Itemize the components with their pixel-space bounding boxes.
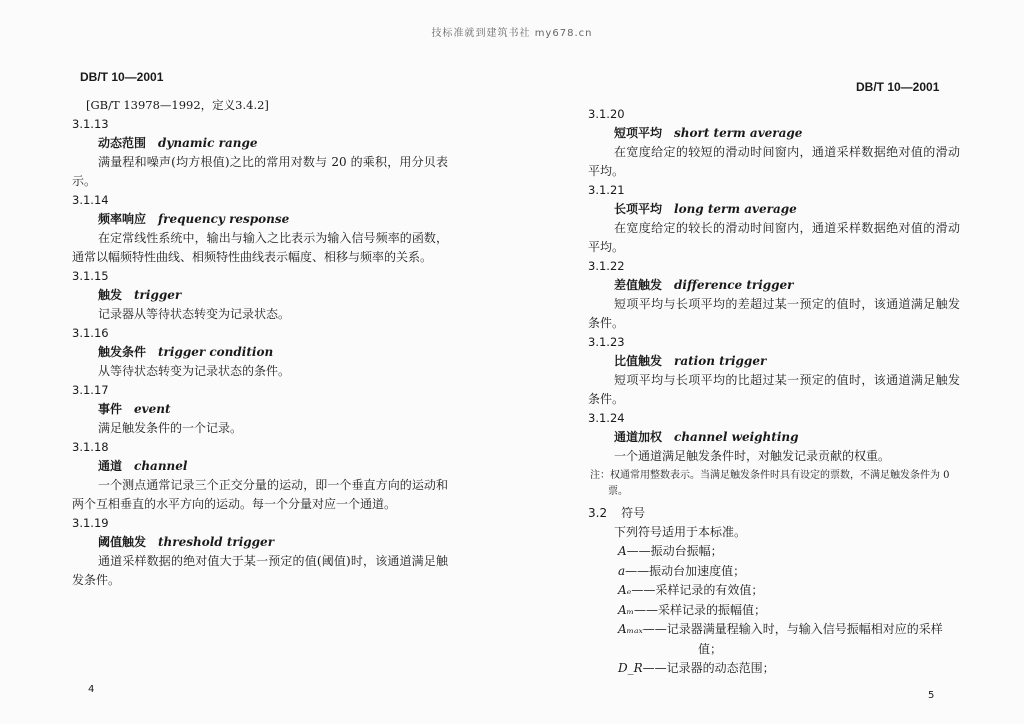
term-heading	[588, 124, 960, 143]
term-heading	[588, 428, 960, 447]
right-page-number: 5	[928, 690, 935, 701]
term-definition: 短项平均与长项平均的比超过某一预定的值时，该通道满足触发条件。	[588, 373, 960, 406]
term-chinese: 通道加权	[614, 430, 663, 444]
term-chinese: 触发	[98, 288, 123, 302]
left-page	[72, 96, 448, 590]
term-chinese: 通道	[98, 459, 123, 473]
symbol-description: ——记录器满量程输入时，与输入信号振幅相对应的采样	[642, 622, 943, 636]
symbol-description: ——振动台加速度值；	[625, 563, 746, 578]
symbol-row	[588, 542, 960, 562]
symbol: a	[618, 563, 626, 578]
symbol: D_R	[618, 661, 643, 675]
term-definition: 在定常线性系统中，输出与输入之比表示为输入信号频率的函数，通常以幅频特性曲线、相频特性曲线表示幅度、相移与频率的关系。	[72, 231, 448, 264]
clause-number: 3.1.13	[72, 117, 109, 131]
term-chinese: 频率响应	[98, 212, 147, 226]
note: 注：权通常用整数表示。当满足触发条件时具有设定的票数，不满足触发条件为 0 票。	[590, 470, 950, 497]
term-definition: 满足触发条件的一个记录。	[98, 421, 243, 435]
term-definition: 记录器从等待状态转变为记录状态。	[98, 307, 291, 321]
symbol: A	[618, 544, 627, 558]
clause-number: 3.1.24	[588, 411, 625, 425]
term-entry	[72, 324, 448, 381]
term-english: threshold trigger	[158, 535, 275, 549]
term-chinese: 阈值触发	[98, 535, 147, 549]
right-page-header: DB/T 10—2001	[856, 80, 940, 94]
term-entry	[72, 438, 448, 514]
term-entry	[588, 333, 960, 409]
left-entry-list	[72, 115, 448, 590]
term-heading	[72, 400, 448, 419]
term-heading	[72, 533, 448, 552]
term-chinese: 动态范围	[98, 136, 147, 150]
symbol-description: ——采样记录的振幅值；	[634, 602, 767, 617]
term-definition: 通道采样数据的绝对值大于某一预定的值(阈值)时，该通道满足触发条件。	[72, 554, 448, 587]
right-page	[588, 105, 960, 679]
term-entry	[588, 257, 960, 333]
term-heading	[588, 200, 960, 219]
clause-number: 3.1.17	[72, 383, 109, 397]
term-english: channel	[134, 459, 188, 473]
term-definition: 在宽度给定的较长的滑动时间窗内，通道采样数据绝对值的滑动平均。	[588, 221, 960, 254]
term-entry	[72, 514, 448, 590]
term-heading	[72, 210, 448, 229]
term-heading	[72, 134, 448, 153]
term-definition: 满量程和噪声(均方根值)之比的常用对数与 20 的乘积，用分贝表示。	[72, 155, 448, 188]
term-entry	[588, 409, 960, 466]
term-chinese: 触发条件	[98, 345, 147, 359]
term-english: trigger condition	[158, 345, 274, 359]
symbol-row	[588, 581, 960, 601]
term-english: dynamic range	[158, 136, 258, 150]
term-definition: 一个通道满足触发条件时，对触发记录贡献的权重。	[614, 449, 891, 463]
term-entry	[72, 191, 448, 267]
term-english: short term average	[674, 126, 803, 140]
term-definition: 从等待状态转变为记录状态的条件。	[98, 364, 291, 378]
symbol-row	[588, 659, 960, 679]
clause-number: 3.1.22	[588, 259, 625, 273]
clause-number: 3.1.19	[72, 516, 109, 530]
term-definition: 一个测点通常记录三个正交分量的运动，即一个垂直方向的运动和两个互相垂直的水平方向的运动。每一个分量对应一个通道。	[72, 478, 448, 511]
clause-number: 3.1.16	[72, 326, 109, 340]
term-english: event	[134, 402, 171, 416]
term-chinese: 比值触发	[614, 354, 663, 368]
symbol: Aₑ	[618, 583, 632, 597]
term-english: trigger	[134, 288, 182, 302]
clause-number: 3.1.15	[72, 269, 109, 283]
term-entry	[588, 105, 960, 181]
term-entry	[72, 115, 448, 191]
symbol-description: ——振动台振幅；	[626, 544, 723, 558]
term-definition: 在宽度给定的较短的滑动时间窗内，通道采样数据绝对值的滑动平均。	[588, 145, 960, 178]
term-definition: 短项平均与长项平均的差超过某一预定的值时，该通道满足触发条件。	[588, 297, 960, 330]
section-number: 3.2	[588, 506, 608, 520]
term-english: channel weighting	[674, 430, 799, 444]
symbol: Aₘ	[618, 602, 635, 617]
term-entry	[588, 181, 960, 257]
symbol-description: ——采样记录的有效值；	[631, 583, 764, 597]
reference-citation: [GB/T 13978—1992，定义3.4.2]	[86, 98, 269, 112]
left-page-number: 4	[88, 684, 95, 695]
symbol-description-cont: 值；	[698, 641, 723, 656]
clause-number: 3.1.14	[72, 193, 109, 207]
term-heading	[588, 276, 960, 295]
term-chinese: 差值触发	[614, 278, 663, 292]
clause-number: 3.1.18	[72, 440, 109, 454]
symbol-row	[588, 562, 960, 582]
section-title: 符号	[621, 506, 646, 520]
term-heading	[72, 286, 448, 305]
symbol-description: ——记录器的动态范围；	[642, 661, 775, 675]
watermark: 技标准就到建筑书社 my678.cn	[431, 28, 593, 39]
term-heading	[72, 343, 448, 362]
symbol-row	[588, 620, 960, 640]
symbol-row-continuation	[588, 640, 960, 660]
term-chinese: 短项平均	[614, 126, 663, 140]
symbol: Aₘₐₓ	[618, 622, 643, 636]
term-entry	[72, 267, 448, 324]
right-entry-list	[588, 105, 960, 466]
section-intro: 下列符号适用于本标准。	[614, 525, 747, 539]
symbol-row	[588, 601, 960, 621]
term-english: long term average	[674, 202, 797, 216]
term-chinese: 长项平均	[614, 202, 663, 216]
term-english: frequency response	[158, 212, 290, 226]
clause-number: 3.1.21	[588, 183, 625, 197]
term-english: difference trigger	[674, 278, 794, 292]
term-entry	[72, 381, 448, 438]
term-heading	[72, 457, 448, 476]
term-chinese: 事件	[98, 402, 123, 416]
symbol-list	[588, 542, 960, 679]
term-heading	[588, 352, 960, 371]
left-page-header: DB/T 10—2001	[80, 70, 164, 84]
clause-number: 3.1.23	[588, 335, 625, 349]
section-heading	[588, 504, 960, 523]
term-english: ration trigger	[674, 354, 767, 368]
clause-number: 3.1.20	[588, 107, 625, 121]
